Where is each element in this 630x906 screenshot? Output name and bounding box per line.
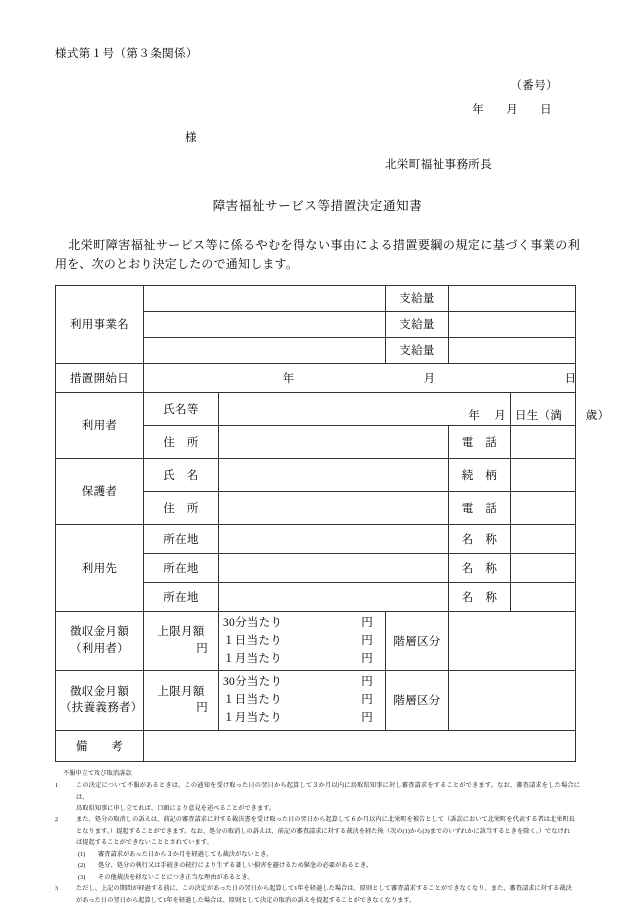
issue-date-line xyxy=(55,101,580,117)
fee-user-per-30min-yen: 円 xyxy=(361,616,373,629)
table-row xyxy=(56,392,576,425)
user-address-label: 住 所 xyxy=(144,425,219,458)
birth-year-label: 年 xyxy=(468,409,481,422)
start-date-year: 年 xyxy=(282,372,295,385)
guardian-phone-label: 電 話 xyxy=(449,491,511,524)
business-name-label: 利用事業名 xyxy=(56,285,144,363)
fee-user-per-month-label: １月当たり xyxy=(223,652,282,665)
issue-date-month: 月 xyxy=(506,103,519,116)
user-birthdate-value[interactable] xyxy=(511,392,610,425)
fee-supporter-label-line1: 徴収金月額 xyxy=(70,685,129,698)
fee-user-label xyxy=(56,611,144,670)
decision-table xyxy=(55,285,610,762)
fee-user-per-day-yen: 円 xyxy=(361,634,373,647)
supply-amount-value-1[interactable] xyxy=(449,285,576,311)
location-value-2[interactable] xyxy=(219,553,449,582)
fee-user-per-month-yen: 円 xyxy=(361,652,373,665)
note-item-1 xyxy=(55,780,580,814)
fee-supporter-label xyxy=(56,671,144,730)
fee-supporter-per-30min-yen: 円 xyxy=(361,676,373,689)
guardian-relation-value[interactable] xyxy=(511,458,576,491)
fee-supporter-tier-label: 階層区分 xyxy=(386,671,449,730)
supply-amount-label-1: 支給量 xyxy=(386,285,449,311)
table-row xyxy=(56,671,576,730)
guardian-relation-label: 続 柄 xyxy=(449,458,511,491)
fee-supporter-per-30min-label: 30分当たり xyxy=(223,676,283,689)
location-label-2: 所在地 xyxy=(144,553,219,582)
note-number-1: 1 xyxy=(55,782,59,790)
user-phone-label: 電 話 xyxy=(449,425,511,458)
facility-name-label-3: 名 称 xyxy=(449,582,511,611)
note-number-2: 2 xyxy=(55,816,59,824)
note-2-subitem-1-number: (1) xyxy=(78,850,86,858)
note-2-subitem-3-number: (3) xyxy=(78,873,86,881)
guardian-name-value[interactable] xyxy=(219,458,449,491)
guardian-address-label: 住 所 xyxy=(144,491,219,524)
supply-amount-value-3[interactable] xyxy=(449,337,576,363)
table-row xyxy=(56,458,576,491)
start-date-value[interactable] xyxy=(144,363,576,392)
note-item-2 xyxy=(55,814,580,883)
note-2-subitem-3-text: その他裁決を経ないことにつき正当な理由があるとき。 xyxy=(98,873,254,881)
location-value-1[interactable] xyxy=(219,524,449,553)
table-row xyxy=(56,730,576,761)
location-value-3[interactable] xyxy=(219,582,449,611)
note-2-subitem-1-text: 審査請求があった日から３か月を経過しても裁決がないとき。 xyxy=(98,850,273,858)
guardian-name-label: 氏 名 xyxy=(144,458,219,491)
user-phone-value[interactable] xyxy=(511,425,576,458)
note-1-line-2: 鳥取県知事に申し立てれば、口頭により意見を述べることができます。 xyxy=(76,805,276,813)
max-monthly-label-2: 上限月額 xyxy=(157,685,205,698)
fee-user-breakdown[interactable] xyxy=(219,611,386,670)
issue-date-year: 年 xyxy=(472,103,485,116)
remarks-value[interactable] xyxy=(144,730,576,761)
note-3-line-1: ただし、上記の期間が経過する前に、この決定があった日の翌日から起算して1年を経過した場合は、原則として審査請求することができなくなり、また、審査請求に対する裁決 xyxy=(76,885,572,893)
destination-label: 利用先 xyxy=(56,524,144,611)
guardian-phone-value[interactable] xyxy=(511,491,576,524)
table-row xyxy=(56,611,576,670)
max-monthly-yen: 円 xyxy=(196,642,208,655)
fee-user-tier-label: 階層区分 xyxy=(386,611,449,670)
start-date-month: 月 xyxy=(423,372,436,385)
addressee-honorific: 様 xyxy=(185,131,197,144)
location-label-3: 所在地 xyxy=(144,582,219,611)
fee-supporter-per-day-label: １日当たり xyxy=(223,694,282,707)
note-2-line-1: また、処分の取消しの訴えは、前記の審査請求に対する裁決書を受け取った日の翌日から起算して６か月以内に北栄町を被告として（訴訟において北栄町を代表する者は北栄町長 xyxy=(76,816,575,824)
fee-user-tier-value[interactable] xyxy=(449,611,576,670)
business-name-value-3[interactable] xyxy=(144,337,386,363)
facility-name-value-3[interactable] xyxy=(511,582,576,611)
form-number: 様式第１号（第３条関係） xyxy=(55,48,198,60)
user-address-value[interactable] xyxy=(219,425,449,458)
fee-user-label-line2: （利用者） xyxy=(70,642,129,655)
table-row xyxy=(56,363,576,392)
facility-name-value-2[interactable] xyxy=(511,553,576,582)
note-2-subitem-3 xyxy=(68,872,580,883)
supply-amount-label-3: 支給量 xyxy=(386,337,449,363)
note-1-line-1: この決定について不服があるときは、この通知を受け取った日の翌日から起算して３か月以内に鳥取県知事に対し審査請求をすることができます。なお、審査請求をした場合には、 xyxy=(76,782,580,801)
guardian-address-value[interactable] xyxy=(219,491,449,524)
note-2-subitem-2-number: (2) xyxy=(78,862,86,870)
table-row xyxy=(56,285,576,311)
user-name-value[interactable] xyxy=(219,392,511,425)
supply-amount-value-2[interactable] xyxy=(449,311,576,337)
user-name-label: 氏名等 xyxy=(144,392,219,425)
max-monthly-yen-2: 円 xyxy=(196,702,208,715)
facility-name-label-1: 名 称 xyxy=(449,524,511,553)
birth-day-age-label: 日生（満 歳） xyxy=(515,409,610,422)
issuer-name: 北栄町福祉事務所長 xyxy=(385,158,493,171)
appeal-notes xyxy=(55,768,580,906)
fee-user-per-30min-label: 30分当たり xyxy=(223,616,283,629)
note-2-subitem-2 xyxy=(68,860,580,871)
business-name-value-1[interactable] xyxy=(144,285,386,311)
note-3-line-2: があった日の翌日から起算して1年を経過した場合は、原則として決定の取消の訴えを提起することができなくなります。 xyxy=(76,896,416,904)
note-body-2 xyxy=(68,814,580,883)
facility-name-value-1[interactable] xyxy=(511,524,576,553)
note-body-1 xyxy=(68,780,580,814)
remarks-label: 備 考 xyxy=(56,730,144,761)
document-number-label: （番号） xyxy=(510,79,558,92)
table-row xyxy=(56,524,576,553)
fee-user-label-line1: 徴収金月額 xyxy=(70,626,129,639)
guardian-label: 保護者 xyxy=(56,458,144,524)
fee-supporter-tier-value[interactable] xyxy=(449,671,576,730)
max-monthly-label: 上限月額 xyxy=(157,626,205,639)
fee-user-per-day-label: １日当たり xyxy=(223,634,282,647)
fee-supporter-per-day-yen: 円 xyxy=(361,694,373,707)
fee-supporter-max-monthly[interactable] xyxy=(144,671,219,730)
note-number-3: 3 xyxy=(55,885,59,893)
note-2-line-3: ば提起することができないこととされています。 xyxy=(76,839,213,847)
location-label-1: 所在地 xyxy=(144,524,219,553)
note-2-line-2: となります。）提起することができます。なお、処分の取消しの訴えは、前記の審査請求に対する裁決を経た後（次の(1)から(3)までのいずれかに該当するときを除く。）でなけれ xyxy=(76,827,570,835)
birth-month-label: 月 xyxy=(494,409,506,422)
intro-paragraph xyxy=(55,236,580,275)
facility-name-label-2: 名 称 xyxy=(449,553,511,582)
start-date-label: 措置開始日 xyxy=(56,363,144,392)
user-label: 利用者 xyxy=(56,392,144,458)
start-date-day: 日 xyxy=(564,372,577,385)
document-title: 障害福祉サービス等措置決定通知書 xyxy=(212,198,423,213)
supply-amount-label-2: 支給量 xyxy=(386,311,449,337)
business-name-value-2[interactable] xyxy=(144,311,386,337)
fee-supporter-per-month-label: １月当たり xyxy=(223,712,282,725)
appeal-notes-heading: 不服申立て及び取消訴訟 xyxy=(63,769,132,777)
fee-supporter-label-line2: （扶養義務者） xyxy=(60,702,143,715)
issue-date-day: 日 xyxy=(540,103,552,116)
fee-user-max-monthly[interactable] xyxy=(144,611,219,670)
fee-supporter-breakdown[interactable] xyxy=(219,671,386,730)
note-2-subitem-2-text: 処分、処分の執行又は手続きの続行により生ずる著しい損害を避けるため緊急の必要があるとき。 xyxy=(98,862,373,870)
intro-text: 北栄町障害福祉サービス等に係るやむを得ない事由による措置要綱の規定に基づく事業の利用を、次のとおり決定したので通知します。 xyxy=(55,237,580,272)
note-2-subitem-1 xyxy=(68,849,580,860)
fee-supporter-per-month-yen: 円 xyxy=(361,712,373,725)
